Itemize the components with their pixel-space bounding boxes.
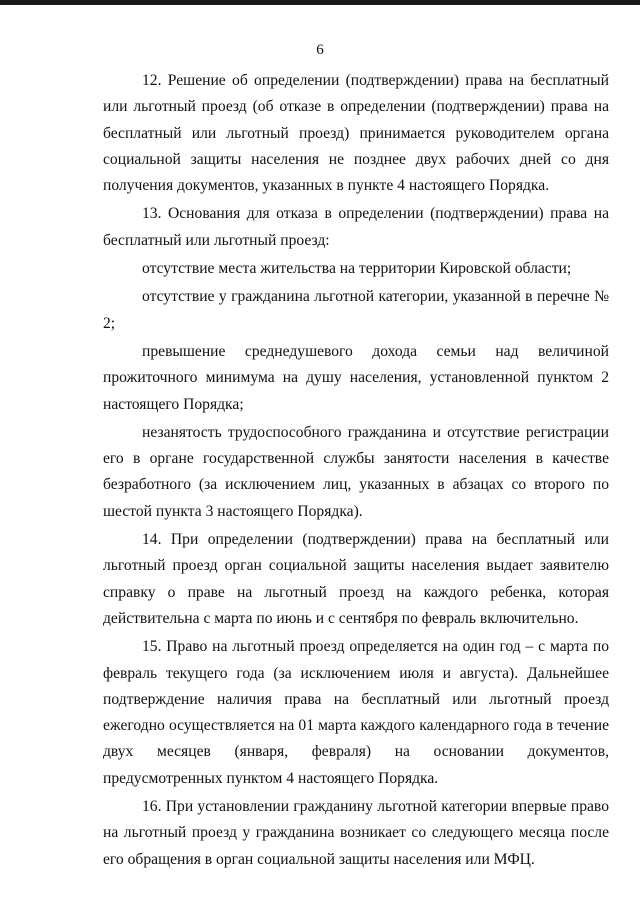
document-body <box>103 66 609 873</box>
refusal-reason-residence: отсутствие места жительства на территории Кировской области; <box>142 260 572 278</box>
page-number: 6 <box>316 42 324 58</box>
paragraph-15: 15. Право на льготный проезд определяется на один год – с марта по февраль текущего года (за исключением июля и августа). Дальнейшее подтверждение наличия права на бесплатный или льготный проезд ежегодно осуществляется на 01 марта каждого календарного года в течение двух месяцев (января, февраля) на основании документов, предусмотренных пунктом 4 настоящего Порядка. <box>103 638 609 787</box>
paragraph-16: 16. При установлении гражданину льготной категории впервые право на льготный проезд у гражданина возникает со следующего месяца после его обращения в орган социальной защиты населения или МФЦ. <box>103 798 609 868</box>
paragraph-13: 13. Основания для отказа в определении (подтверждении) права на бесплатный или льготный проезд: <box>103 205 609 249</box>
refusal-reason-unemployment: незанятость трудоспособного гражданина и отсутствие регистрации его в органе государственной службы занятости населения в качестве безработного (за исключением лиц, указанных в абзацах со второго по шестой пункта 3 настоящего Порядка). <box>103 423 609 520</box>
paragraph-14: 14. При определении (подтверждении) права на бесплатный или льготный проезд орган социальной защиты населения выдает заявителю справку о праве на льготный проезд на каждого ребенка, которая действительна с марта по июнь и с сентября по февраль включительно. <box>103 531 609 627</box>
top-rule <box>0 0 640 5</box>
paragraph-12: 12. Решение об определении (подтверждении) права на бесплатный или льготный проезд (об отказе в определении (подтверждении) права на бесплатный или льготный проезд) принимается руководителем органа социальной защиты населения не позднее двух рабочих дней со дня получения документов, указанных в пункте 4 настоящего Порядка. <box>103 72 609 195</box>
refusal-reason-income: превышение среднедушевого дохода семьи над величиной прожиточного минимума на душу населения, установленной пунктом 2 настоящего Порядка; <box>103 342 609 413</box>
refusal-reason-category: отсутствие у гражданина льготной категории, указанной в перечне № 2; <box>103 288 609 332</box>
